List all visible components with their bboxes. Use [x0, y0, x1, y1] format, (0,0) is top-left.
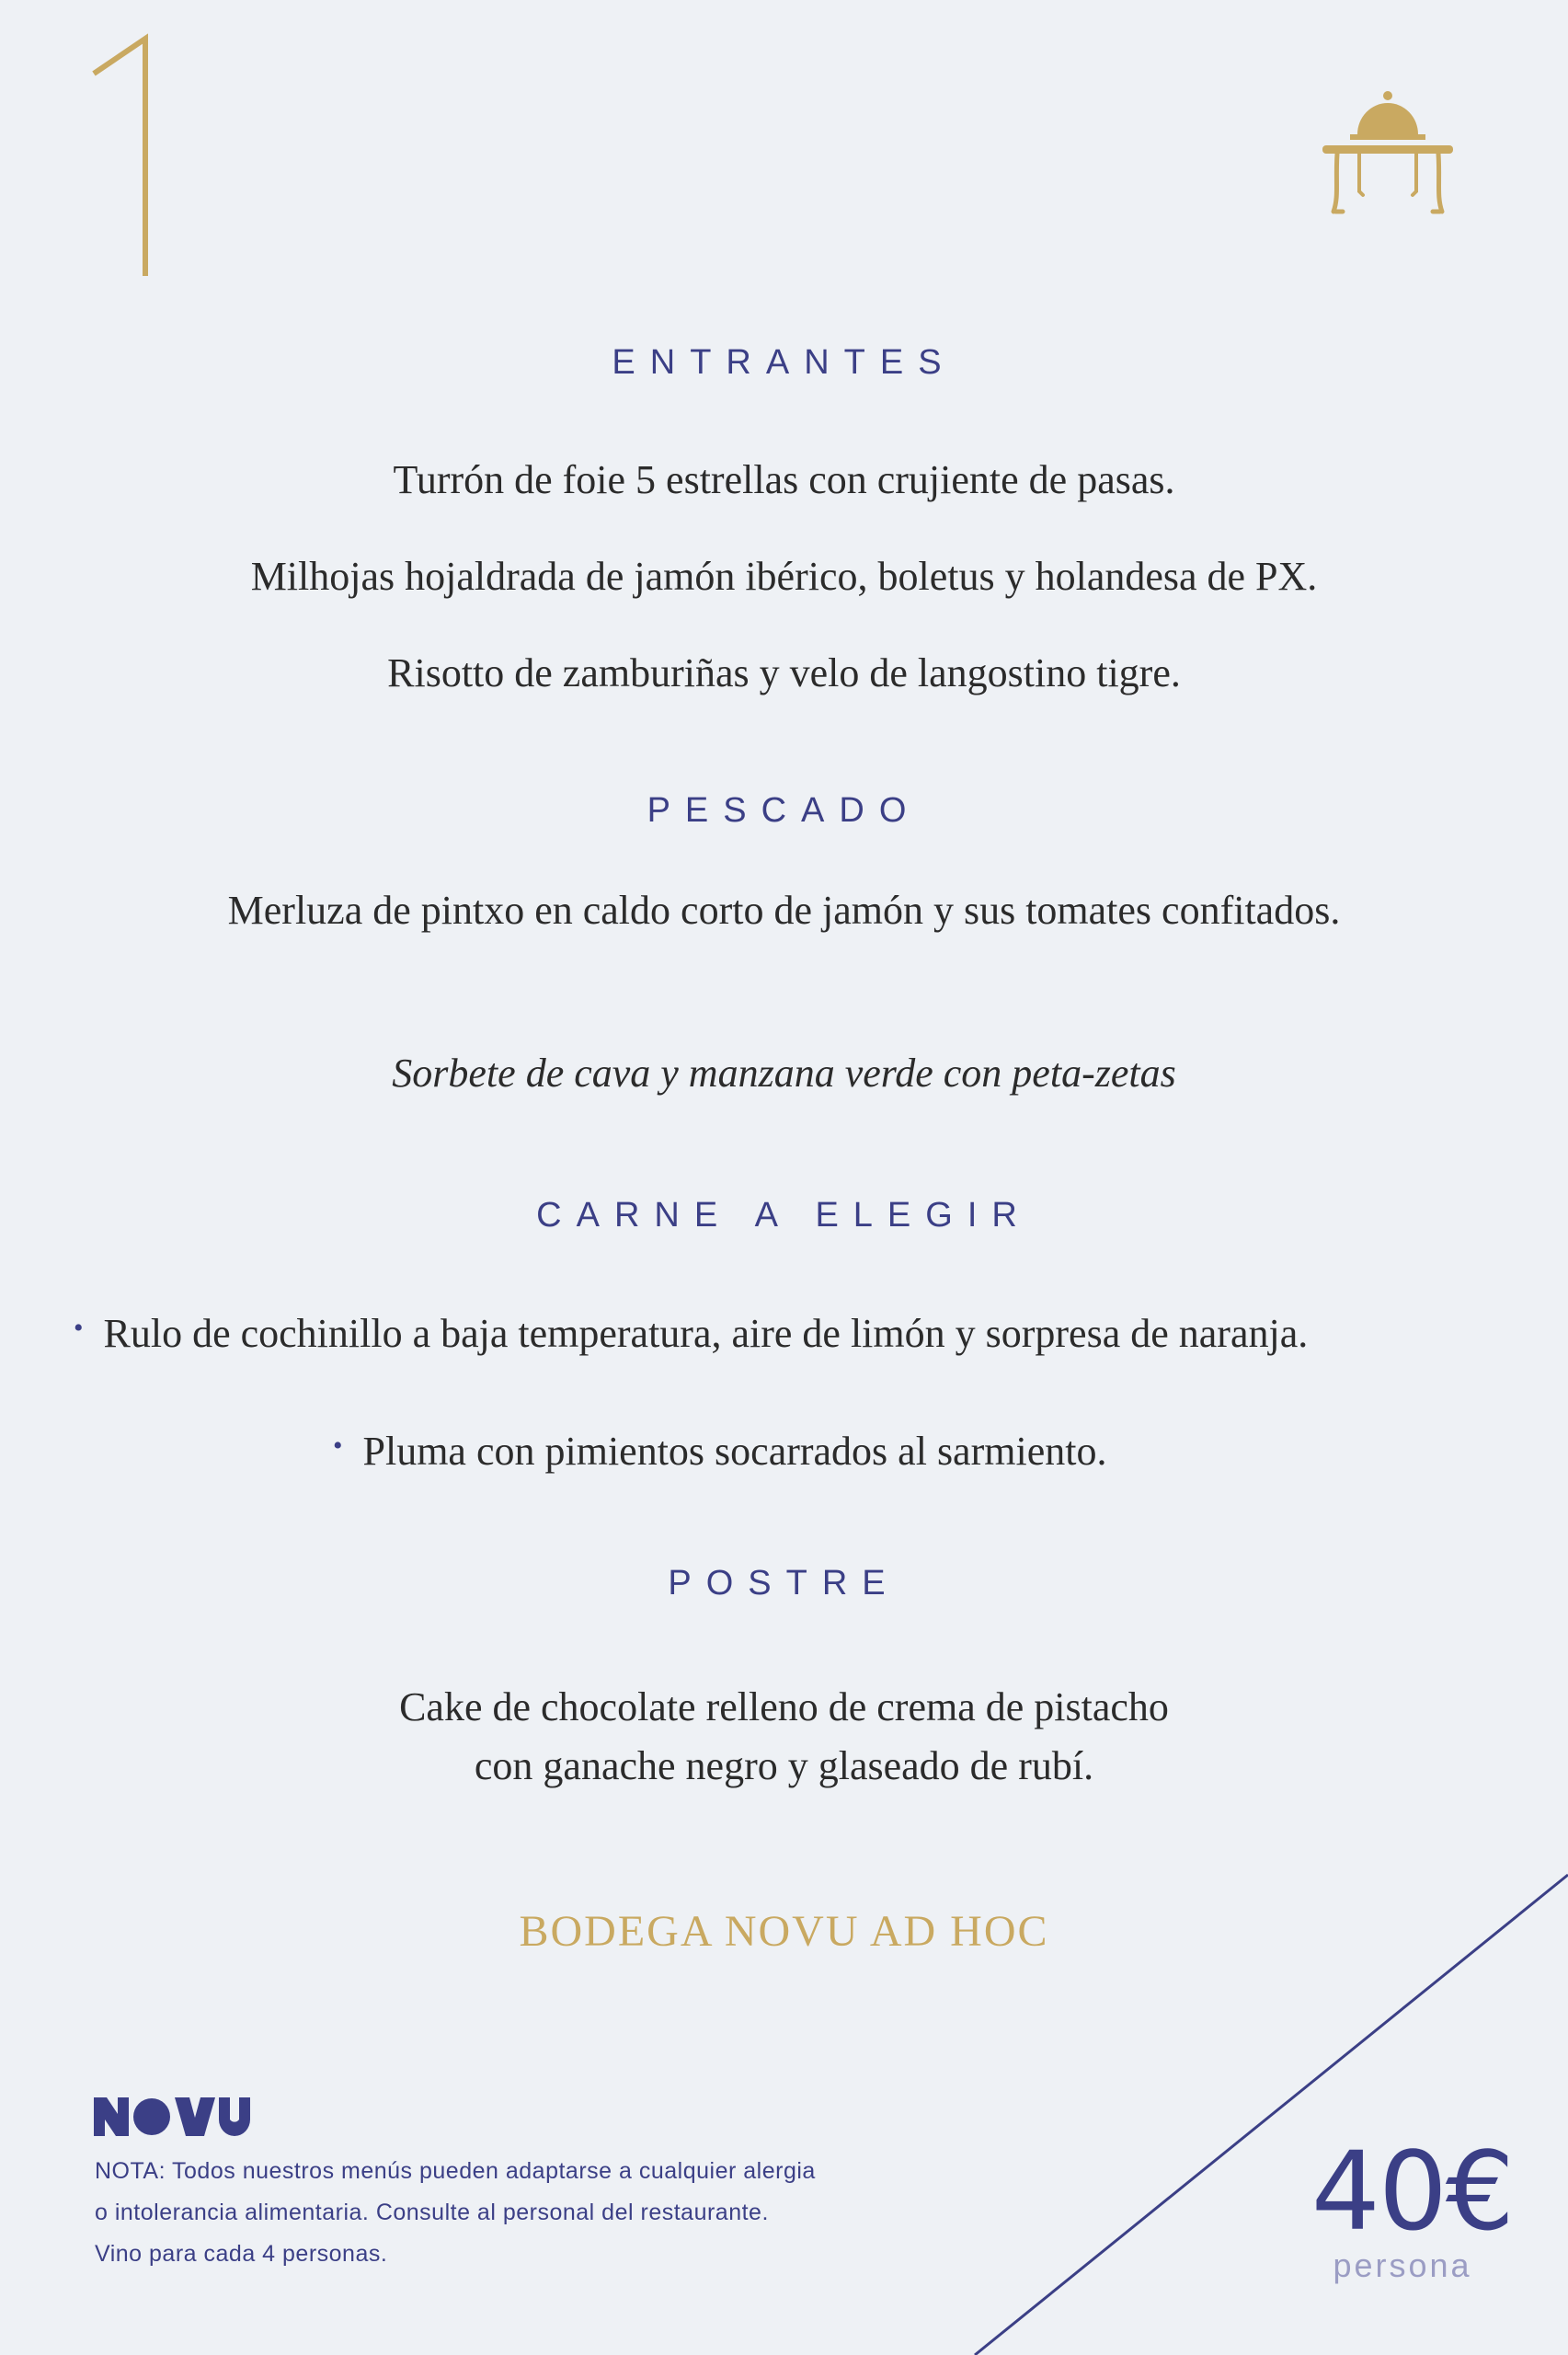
price-value: 40€	[1310, 2128, 1513, 2255]
bodega-label: BODEGA NOVU AD HOC	[519, 1907, 1049, 1956]
dish-postre-line-1: Cake de chocolate relleno de crema de pistacho	[399, 1684, 1169, 1729]
dish-pescado-1: Merluza de pintxo en caldo corto de jamón y sus tomates confitados.	[227, 888, 1341, 933]
dish-carne-2-text: Pluma con pimientos socarrados al sarmiento.	[362, 1429, 1107, 1474]
section-heading-entrantes: ENTRANTES	[612, 343, 956, 382]
dish-carne-1-text: Rulo de cochinillo a baja temperatura, aire de limón y sorpresa de naranja.	[103, 1311, 1309, 1356]
section-heading-carne: CARNE A ELEGIR	[536, 1196, 1032, 1235]
bullet-icon: •	[333, 1430, 343, 1461]
note-line-2: o intolerancia alimentaria. Consulte al personal del restaurante.	[95, 2200, 769, 2225]
note-line-3: Vino para cada 4 personas.	[95, 2241, 388, 2267]
dish-entrante-2: Milhojas hojaldrada de jamón ibérico, boletus y holandesa de PX.	[250, 554, 1318, 599]
price-unit: persona	[1333, 2246, 1472, 2284]
bullet-icon: •	[74, 1313, 84, 1343]
section-heading-postre: POSTRE	[668, 1564, 900, 1603]
novu-logo	[94, 2097, 250, 2136]
dish-postre-line-2: con ganache negro y glaseado de rubí.	[474, 1743, 1094, 1788]
allergy-note	[95, 2151, 959, 2275]
dish-sorbete: Sorbete de cava y manzana verde con peta-zetas	[392, 1051, 1176, 1096]
note-line-1: NOTA: Todos nuestros menús pueden adaptarse a cualquier alergia	[95, 2158, 816, 2184]
section-heading-pescado: PESCADO	[647, 791, 921, 830]
dish-entrante-1: Turrón de foie 5 estrellas con crujiente de pasas.	[393, 457, 1175, 502]
dish-entrante-3: Risotto de zamburiñas y velo de langostino tigre.	[387, 650, 1181, 695]
